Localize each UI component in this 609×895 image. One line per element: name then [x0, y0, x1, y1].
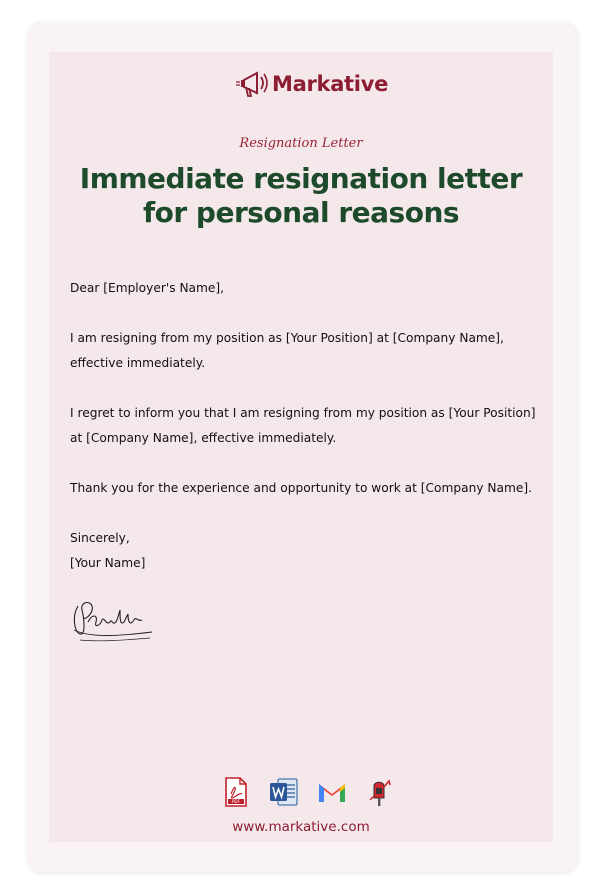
paragraph-2: I regret to inform you that I am resigning from my position as [Your Position] at [Company Name], effective immediately. — [70, 406, 536, 445]
brand-name: Markative — [272, 72, 389, 96]
title-line-2: for personal reasons — [142, 196, 460, 229]
word-icon[interactable] — [268, 776, 300, 808]
document-subtitle: Resignation Letter — [239, 136, 363, 151]
download-icons — [220, 776, 396, 808]
handwritten-signature — [70, 596, 156, 644]
pdf-icon[interactable] — [220, 776, 252, 808]
brand-logo — [235, 66, 388, 102]
gmail-icon[interactable] — [316, 776, 348, 808]
letter-body — [70, 276, 540, 576]
paragraph-3: Thank you for the experience and opportunity to work at [Company Name]. — [70, 481, 532, 495]
megaphone-icon — [235, 67, 271, 101]
website-link[interactable]: www.markative.com — [232, 819, 370, 835]
mailbox-icon[interactable] — [364, 776, 396, 808]
svg-text:PDF: PDF — [231, 799, 241, 805]
title-line-1: Immediate resignation letter — [79, 162, 523, 195]
signer-name: [Your Name] — [70, 556, 146, 570]
paragraph-1: I am resigning from my position as [Your Position] at [Company Name], effective immediately. — [70, 331, 504, 370]
closing: Sincerely, — [70, 531, 130, 545]
salutation: Dear [Employer's Name], — [70, 281, 225, 295]
document-title — [49, 162, 553, 230]
